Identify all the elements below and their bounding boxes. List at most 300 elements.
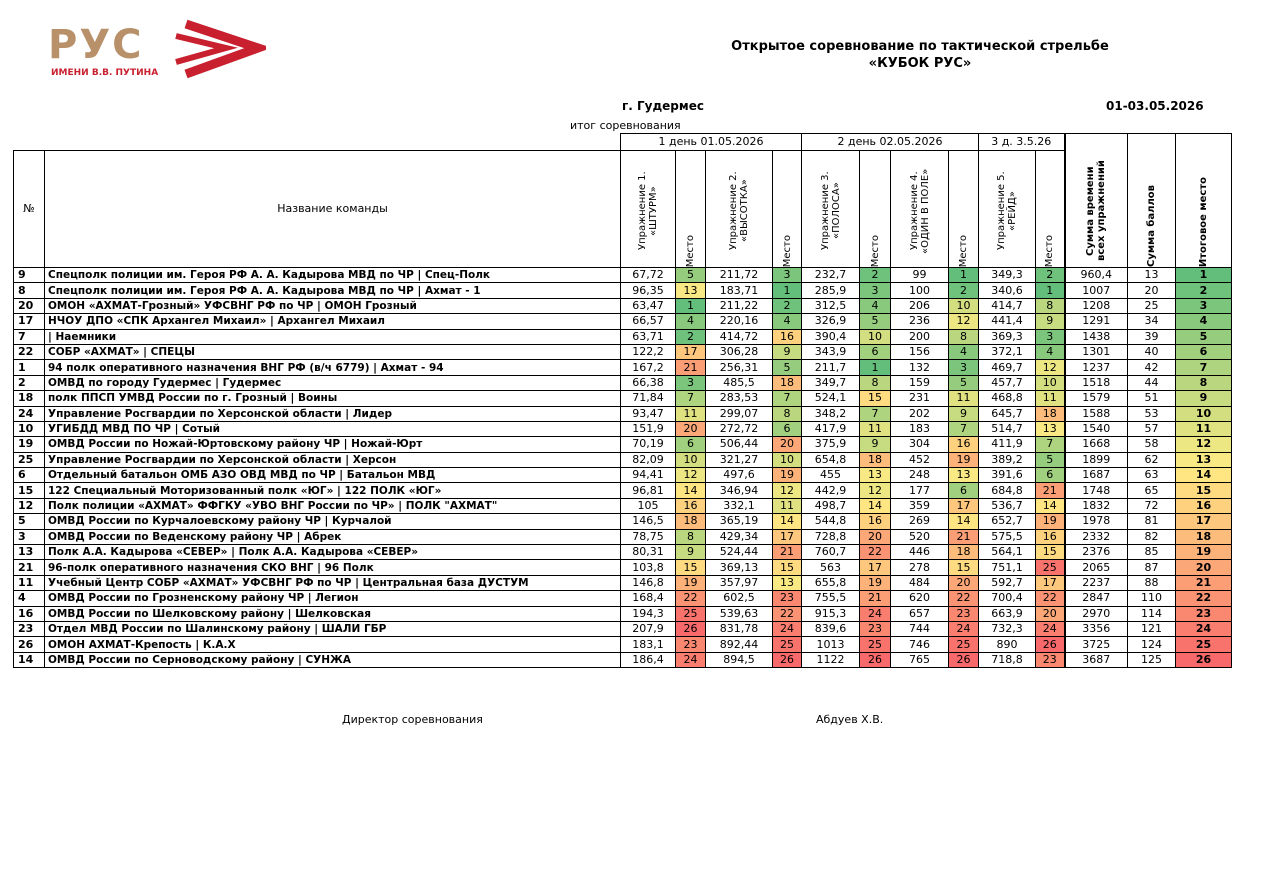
total-time: 1301: [1065, 344, 1128, 359]
total-time: 1899: [1065, 452, 1128, 467]
ex1-time: 93,47: [621, 406, 676, 421]
total-points: 39: [1128, 329, 1176, 344]
ex2-place: 6: [773, 421, 802, 436]
ex3-place: 2: [860, 268, 891, 283]
ex2-time: 369,13: [706, 560, 773, 575]
team-name: Полк А.А. Кадырова «СЕВЕР» | Полк А.А. Кадырова «СЕВЕР»: [45, 545, 621, 560]
ex2-place: 19: [773, 468, 802, 483]
team-name: ОМВД по городу Гудермес | Гудермес: [45, 375, 621, 390]
team-name: Управление Росгвардии по Херсонской области | Херсон: [45, 452, 621, 467]
results-body: [14, 268, 1232, 668]
table-row: [14, 545, 1232, 560]
ex3-place: 16: [860, 514, 891, 529]
col-number-header: №: [14, 151, 45, 268]
ex4-place: 13: [949, 468, 979, 483]
ex4-time: 746: [891, 637, 949, 652]
col-ex4-place-header: Место: [949, 151, 979, 268]
team-name: Полк полиции «АХМАТ» ФФГКУ «УВО ВНГ России по ЧР» | ПОЛК "АХМАТ": [45, 498, 621, 513]
ex5-time: 890: [979, 637, 1036, 652]
ex5-time: 663,9: [979, 606, 1036, 621]
team-name: УГИБДД МВД ПО ЧР | Сотый: [45, 421, 621, 436]
total-time: 2847: [1065, 591, 1128, 606]
final-place: 18: [1176, 529, 1232, 544]
row-number: 5: [14, 514, 45, 529]
ex4-place: 21: [949, 529, 979, 544]
ex2-time: 306,28: [706, 344, 773, 359]
ex2-time: 283,53: [706, 391, 773, 406]
ex4-place: 20: [949, 575, 979, 590]
team-name: ОМОН «АХМАТ-Грозный» УФСВНГ РФ по ЧР | ОМОН Грозный: [45, 298, 621, 313]
ex4-place: 17: [949, 498, 979, 513]
table-row: [14, 298, 1232, 313]
ex3-place: 12: [860, 483, 891, 498]
total-time: 1237: [1065, 360, 1128, 375]
table-row: [14, 529, 1232, 544]
total-time: 2970: [1065, 606, 1128, 621]
ex5-place: 14: [1036, 498, 1065, 513]
col-points-header: Сумма баллов: [1128, 134, 1176, 268]
col-final-place-header: Итоговое место: [1176, 134, 1232, 268]
ex3-time: 498,7: [802, 498, 860, 513]
ex1-time: 67,72: [621, 268, 676, 283]
ex4-place: 12: [949, 314, 979, 329]
final-place: 2: [1176, 283, 1232, 298]
team-name: ОМВД России по Веденскому району ЧР | Абрек: [45, 529, 621, 544]
ex4-place: 15: [949, 560, 979, 575]
row-number: 10: [14, 421, 45, 436]
ex1-time: 183,1: [621, 637, 676, 652]
ex4-time: 132: [891, 360, 949, 375]
total-points: 62: [1128, 452, 1176, 467]
ex3-place: 8: [860, 375, 891, 390]
ex5-time: 575,5: [979, 529, 1036, 544]
ex4-place: 6: [949, 483, 979, 498]
ex1-place: 13: [676, 283, 706, 298]
ex5-place: 1: [1036, 283, 1065, 298]
ex3-time: 654,8: [802, 452, 860, 467]
total-points: 72: [1128, 498, 1176, 513]
final-place: 3: [1176, 298, 1232, 313]
row-number: 21: [14, 560, 45, 575]
col-ex5-place-header: Место: [1036, 151, 1065, 268]
final-place: 7: [1176, 360, 1232, 375]
ex1-place: 10: [676, 452, 706, 467]
ex1-place: 5: [676, 268, 706, 283]
ex5-time: 700,4: [979, 591, 1036, 606]
ex5-place: 9: [1036, 314, 1065, 329]
row-number: 16: [14, 606, 45, 621]
total-points: 51: [1128, 391, 1176, 406]
col-ex1-place-header: Место: [676, 151, 706, 268]
ex4-time: 359: [891, 498, 949, 513]
ex1-place: 20: [676, 421, 706, 436]
ex3-time: 348,2: [802, 406, 860, 421]
ex2-place: 24: [773, 621, 802, 636]
ex3-time: 760,7: [802, 545, 860, 560]
ex3-time: 728,8: [802, 529, 860, 544]
ex1-place: 7: [676, 391, 706, 406]
ex4-time: 304: [891, 437, 949, 452]
ex5-place: 3: [1036, 329, 1065, 344]
total-time: 1540: [1065, 421, 1128, 436]
ex3-time: 211,7: [802, 360, 860, 375]
table-row: [14, 637, 1232, 652]
ex3-place: 13: [860, 468, 891, 483]
director-name: Абдуев Х.В.: [816, 713, 884, 726]
ex3-place: 10: [860, 329, 891, 344]
ex2-place: 11: [773, 498, 802, 513]
ex2-time: 332,1: [706, 498, 773, 513]
competition-cup-title: «КУБОК РУС»: [868, 56, 972, 71]
row-number: 11: [14, 575, 45, 590]
ex3-time: 326,9: [802, 314, 860, 329]
total-time: 3687: [1065, 652, 1128, 667]
ex4-place: 23: [949, 606, 979, 621]
ex5-place: 19: [1036, 514, 1065, 529]
ex2-time: 365,19: [706, 514, 773, 529]
team-name: ОМВД России по Ножай-Юртовскому району ЧР | Ножай-Юрт: [45, 437, 621, 452]
ex4-place: 8: [949, 329, 979, 344]
day2-header: 2 день 02.05.2026: [802, 134, 979, 151]
ex4-place: 10: [949, 298, 979, 313]
final-place: 19: [1176, 545, 1232, 560]
ex1-time: 70,19: [621, 437, 676, 452]
ex3-time: 390,4: [802, 329, 860, 344]
ex4-time: 99: [891, 268, 949, 283]
table-row: [14, 591, 1232, 606]
final-place: 15: [1176, 483, 1232, 498]
ex2-place: 18: [773, 375, 802, 390]
ex5-place: 24: [1036, 621, 1065, 636]
ex3-time: 563: [802, 560, 860, 575]
ex1-place: 15: [676, 560, 706, 575]
ex1-place: 21: [676, 360, 706, 375]
ex4-place: 19: [949, 452, 979, 467]
ex5-time: 349,3: [979, 268, 1036, 283]
ex5-time: 372,1: [979, 344, 1036, 359]
ex4-place: 25: [949, 637, 979, 652]
ex5-time: 592,7: [979, 575, 1036, 590]
ex1-time: 94,41: [621, 468, 676, 483]
ex3-place: 5: [860, 314, 891, 329]
ex3-time: 655,8: [802, 575, 860, 590]
team-name: | Наемники: [45, 329, 621, 344]
ex2-place: 13: [773, 575, 802, 590]
row-number: 2: [14, 375, 45, 390]
ex3-place: 3: [860, 283, 891, 298]
total-points: 65: [1128, 483, 1176, 498]
ex5-time: 732,3: [979, 621, 1036, 636]
ex2-place: 15: [773, 560, 802, 575]
ex5-place: 21: [1036, 483, 1065, 498]
team-name: Управление Росгвардии по Херсонской области | Лидер: [45, 406, 621, 421]
ex2-place: 9: [773, 344, 802, 359]
final-place: 10: [1176, 406, 1232, 421]
total-points: 87: [1128, 560, 1176, 575]
ex4-place: 1: [949, 268, 979, 283]
ex1-place: 6: [676, 437, 706, 452]
ex1-time: 194,3: [621, 606, 676, 621]
ex5-time: 411,9: [979, 437, 1036, 452]
ex1-time: 103,8: [621, 560, 676, 575]
ex5-place: 17: [1036, 575, 1065, 590]
ex4-place: 3: [949, 360, 979, 375]
row-number: 1: [14, 360, 45, 375]
total-time: 1291: [1065, 314, 1128, 329]
total-time: 2237: [1065, 575, 1128, 590]
ex5-place: 20: [1036, 606, 1065, 621]
ex1-time: 96,35: [621, 283, 676, 298]
ex5-place: 12: [1036, 360, 1065, 375]
ex3-time: 343,9: [802, 344, 860, 359]
total-time: 3356: [1065, 621, 1128, 636]
competition-title: Открытое соревнование по тактической стрельбе: [731, 39, 1109, 54]
logo-text: РУС: [48, 22, 144, 68]
col-ex4-header: Упражнение 4. «ОДИН В ПОЛЕ»: [891, 151, 949, 268]
ex3-time: 312,5: [802, 298, 860, 313]
col-team-name-header: Название команды: [45, 151, 621, 268]
team-name: ОМОН АХМАТ-Крепость | К.А.Х: [45, 637, 621, 652]
final-place: 6: [1176, 344, 1232, 359]
ex1-time: 105: [621, 498, 676, 513]
ex4-time: 156: [891, 344, 949, 359]
col-sum-time-header: Сумма времени всех упражнений: [1065, 134, 1128, 268]
ex2-place: 21: [773, 545, 802, 560]
ex5-place: 18: [1036, 406, 1065, 421]
day-header-row: [14, 134, 1232, 151]
row-number: 18: [14, 391, 45, 406]
total-points: 25: [1128, 298, 1176, 313]
total-points: 110: [1128, 591, 1176, 606]
ex2-place: 20: [773, 437, 802, 452]
ex4-time: 269: [891, 514, 949, 529]
total-points: 40: [1128, 344, 1176, 359]
total-points: 85: [1128, 545, 1176, 560]
total-time: 1579: [1065, 391, 1128, 406]
ex2-time: 485,5: [706, 375, 773, 390]
ex4-time: 159: [891, 375, 949, 390]
row-number: 14: [14, 652, 45, 667]
team-name: Спецполк полиции им. Героя РФ А. А. Кадырова МВД по ЧР | Ахмат - 1: [45, 283, 621, 298]
row-number: 6: [14, 468, 45, 483]
team-name: 94 полк оперативного назначения ВНГ РФ (в/ч 6779) | Ахмат - 94: [45, 360, 621, 375]
ex2-time: 524,44: [706, 545, 773, 560]
final-place: 4: [1176, 314, 1232, 329]
row-number: 8: [14, 283, 45, 298]
team-name: ОМВД России по Серноводскому району | СУНЖА: [45, 652, 621, 667]
ex2-place: 10: [773, 452, 802, 467]
ex5-time: 645,7: [979, 406, 1036, 421]
ex5-place: 5: [1036, 452, 1065, 467]
ex2-time: 831,78: [706, 621, 773, 636]
total-time: 1978: [1065, 514, 1128, 529]
ex4-place: 24: [949, 621, 979, 636]
ex5-place: 25: [1036, 560, 1065, 575]
total-points: 88: [1128, 575, 1176, 590]
team-name: полк ППСП УМВД России по г. Грозный | Воины: [45, 391, 621, 406]
team-name: Спецполк полиции им. Героя РФ А. А. Кадырова МВД по ЧР | Спец-Полк: [45, 268, 621, 283]
total-points: 13: [1128, 268, 1176, 283]
ex2-time: 497,6: [706, 468, 773, 483]
total-points: 20: [1128, 283, 1176, 298]
final-place: 24: [1176, 621, 1232, 636]
col-ex3-header: Упражнение 3. «ПОЛОСА»: [802, 151, 860, 268]
col-ex2-header: Упражнение 2. «ВЫСОТКА»: [706, 151, 773, 268]
ex2-place: 4: [773, 314, 802, 329]
ex4-time: 248: [891, 468, 949, 483]
team-name: Отдельный батальон ОМБ АЗО ОВД МВД по ЧР | Батальон МВД: [45, 468, 621, 483]
ex1-time: 186,4: [621, 652, 676, 667]
ex3-place: 6: [860, 344, 891, 359]
total-time: 1438: [1065, 329, 1128, 344]
ex4-place: 14: [949, 514, 979, 529]
final-place: 14: [1176, 468, 1232, 483]
ex2-time: 299,07: [706, 406, 773, 421]
ex1-time: 66,57: [621, 314, 676, 329]
ex2-time: 602,5: [706, 591, 773, 606]
ex5-time: 389,2: [979, 452, 1036, 467]
final-place: 21: [1176, 575, 1232, 590]
ex1-place: 1: [676, 298, 706, 313]
row-number: 7: [14, 329, 45, 344]
ex1-place: 19: [676, 575, 706, 590]
ex5-time: 441,4: [979, 314, 1036, 329]
ex3-time: 1013: [802, 637, 860, 652]
ex4-time: 278: [891, 560, 949, 575]
ex3-place: 14: [860, 498, 891, 513]
ex3-time: 755,5: [802, 591, 860, 606]
ex1-place: 3: [676, 375, 706, 390]
ex3-place: 25: [860, 637, 891, 652]
ex5-time: 514,7: [979, 421, 1036, 436]
total-points: 114: [1128, 606, 1176, 621]
row-number: 4: [14, 591, 45, 606]
row-number: 24: [14, 406, 45, 421]
ex4-place: 26: [949, 652, 979, 667]
ex5-place: 8: [1036, 298, 1065, 313]
ex1-time: 122,2: [621, 344, 676, 359]
final-place: 12: [1176, 437, 1232, 452]
row-number: 26: [14, 637, 45, 652]
ex2-time: 272,72: [706, 421, 773, 436]
table-row: [14, 375, 1232, 390]
ex5-time: 718,8: [979, 652, 1036, 667]
ex4-place: 9: [949, 406, 979, 421]
ex5-place: 13: [1036, 421, 1065, 436]
ex3-time: 285,9: [802, 283, 860, 298]
ex1-place: 8: [676, 529, 706, 544]
ex5-time: 751,1: [979, 560, 1036, 575]
ex5-place: 16: [1036, 529, 1065, 544]
ex4-time: 620: [891, 591, 949, 606]
col-ex5-header: Упражнение 5. «РЕЙД»: [979, 151, 1036, 268]
total-points: 44: [1128, 375, 1176, 390]
ex2-time: 892,44: [706, 637, 773, 652]
ex1-time: 207,9: [621, 621, 676, 636]
ex1-time: 167,2: [621, 360, 676, 375]
ex1-place: 22: [676, 591, 706, 606]
ex1-place: 25: [676, 606, 706, 621]
ex4-time: 765: [891, 652, 949, 667]
ex2-place: 5: [773, 360, 802, 375]
ex3-time: 349,7: [802, 375, 860, 390]
final-place: 23: [1176, 606, 1232, 621]
ex2-place: 14: [773, 514, 802, 529]
ex5-time: 564,1: [979, 545, 1036, 560]
ex4-time: 177: [891, 483, 949, 498]
ex2-time: 346,94: [706, 483, 773, 498]
row-number: 17: [14, 314, 45, 329]
total-points: 124: [1128, 637, 1176, 652]
ex5-time: 369,3: [979, 329, 1036, 344]
ex4-time: 520: [891, 529, 949, 544]
total-time: 1588: [1065, 406, 1128, 421]
ex3-place: 7: [860, 406, 891, 421]
ex3-place: 9: [860, 437, 891, 452]
total-time: 1748: [1065, 483, 1128, 498]
day1-header: 1 день 01.05.2026: [621, 134, 802, 151]
total-time: 2332: [1065, 529, 1128, 544]
ex1-place: 26: [676, 621, 706, 636]
ex2-time: 211,22: [706, 298, 773, 313]
ex1-time: 96,81: [621, 483, 676, 498]
ex1-place: 23: [676, 637, 706, 652]
row-number: 22: [14, 344, 45, 359]
ex3-place: 20: [860, 529, 891, 544]
ex4-place: 22: [949, 591, 979, 606]
table-row: [14, 652, 1232, 667]
ex1-place: 11: [676, 406, 706, 421]
ex1-place: 24: [676, 652, 706, 667]
ex1-place: 9: [676, 545, 706, 560]
final-place: 16: [1176, 498, 1232, 513]
table-row: [14, 560, 1232, 575]
table-row: [14, 468, 1232, 483]
total-points: 125: [1128, 652, 1176, 667]
logo-subtitle: ИМЕНИ В.В. ПУТИНА: [51, 68, 159, 78]
table-row: [14, 344, 1232, 359]
ex2-time: 220,16: [706, 314, 773, 329]
total-time: 1668: [1065, 437, 1128, 452]
day3-header: 3 д. 3.5.26: [979, 134, 1065, 151]
ex5-place: 11: [1036, 391, 1065, 406]
final-place: 13: [1176, 452, 1232, 467]
total-time: 1832: [1065, 498, 1128, 513]
ex2-place: 3: [773, 268, 802, 283]
table-row: [14, 360, 1232, 375]
final-place: 8: [1176, 375, 1232, 390]
total-points: 34: [1128, 314, 1176, 329]
row-number: 23: [14, 621, 45, 636]
ex3-place: 21: [860, 591, 891, 606]
ex3-place: 26: [860, 652, 891, 667]
total-time: 3725: [1065, 637, 1128, 652]
final-place: 25: [1176, 637, 1232, 652]
ex1-time: 63,47: [621, 298, 676, 313]
ex3-time: 375,9: [802, 437, 860, 452]
ex4-time: 200: [891, 329, 949, 344]
ex1-place: 16: [676, 498, 706, 513]
ex3-place: 18: [860, 452, 891, 467]
ex1-place: 18: [676, 514, 706, 529]
table-row: [14, 283, 1232, 298]
total-points: 58: [1128, 437, 1176, 452]
competition-dates: 01-03.05.2026: [1106, 99, 1204, 113]
column-header-row: [14, 151, 1232, 268]
ex1-time: 71,84: [621, 391, 676, 406]
ex2-time: 539,63: [706, 606, 773, 621]
ex5-place: 7: [1036, 437, 1065, 452]
